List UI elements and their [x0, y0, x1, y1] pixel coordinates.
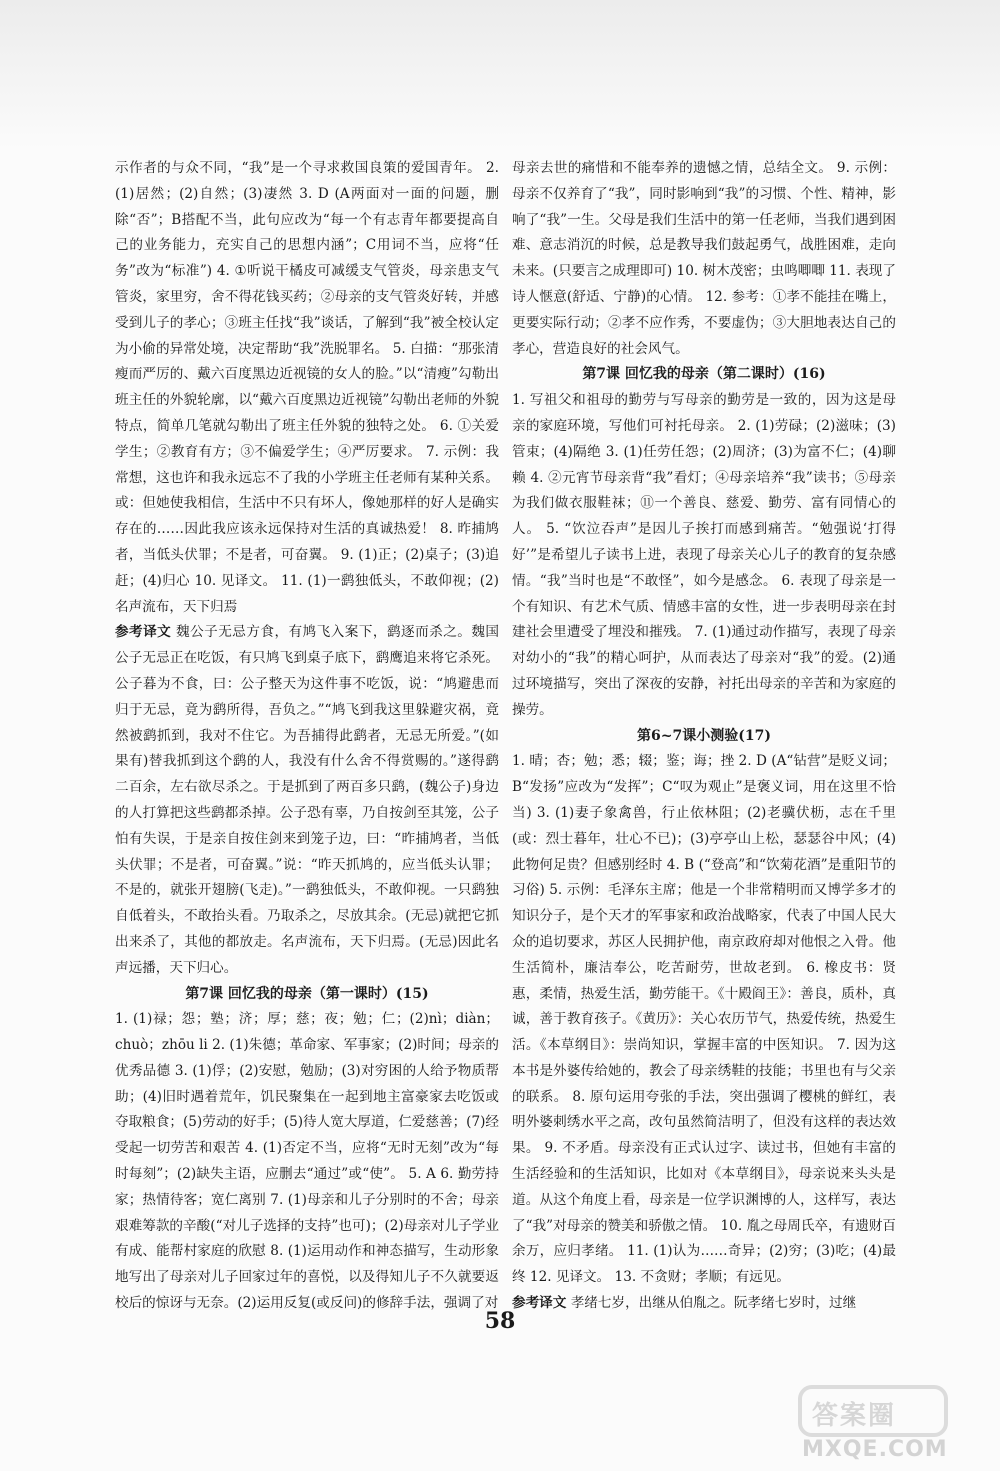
watermark	[798, 1385, 988, 1465]
left-column	[115, 156, 499, 1317]
answer-block: 1. 晴；杏；勉；悉；辍；鉴；诲；挫 2. D (A“钻营”是贬义词；B“发扬”应改为“发挥”；C“叹为观止”是褒义词，用在这里不恰当) 3. (1)妻子象禽兽，行止依林阻；(2)老骥伏枥，志在千里(或：烈士暮年，壮心不已)；(3)亭亭山上松，瑟瑟谷中风；(4)此物何足贵？但感别经时 4. B (“登高”和“饮菊花酒”是重阳节的习俗) 5. 示例：毛泽东主席；他是一个非常精明而又博学多才的知识分子，是个天才的军事家和政治战略家，代表了中国人民大众的追切要求，苏区人民拥护他，南京政府却对他恨之入骨。他生活简朴，廉洁奉公，吃苦耐劳，世故老到。 6. 橡皮书：贤惠，柔情，热爱生活，勤劳能干。《十殿阎王》：善良，质朴，真诚，善于教育孩子。《黄历》：关心农历节气，热爱传统，热爱生活。《本草纲目》：崇尚知识，掌握丰富的中医知识。 7. 因为这本书是外婆传给她的，教会了母亲绣鞋的技能；书里也有与父亲的联系。 8. 原句运用夸张的手法，突出强调了樱桃的鲜红，表明外婆刺绣水平之高，改句虽然简洁明了，但没有这样的表达效果。 9. 不矛盾。母亲没有正式认过字、读过书，但她有丰富的生活经验和的生活知识，比如对《本草纲目》，母亲说来头头是道。从这个角度上看，母亲是一位学识渊博的人，这样写，表达了“我”对母亲的赞美和骄傲之情。 10. 胤之母周氏卒，有遗财百余万，应归孝绪。 11. (1)认为……奇异；(2)穷；(3)吃；(4)最终 12. 见译文。 13. 不贪财；孝顺；有远见。	[512, 753, 897, 1286]
watermark-url: MXQE.COM	[802, 1437, 948, 1462]
section-heading: 第6~7课小测验(17)	[637, 727, 771, 744]
answer-block: 母亲去世的痛惜和不能奉养的遗憾之情，总结全文。 9. 示例：母亲不仅养育了“我”，同时影响到“我”的习惯、个性、精神，影响了“我”一生。父母是我们生活中的第一任老师，当我们遇到困难、意志消沉的时候，总是教导我们鼓起勇气，战胜困难，走向未来。(只要言之成理即可) 10. 树木茂密；虫鸣唧唧 11. 表现了诗人惬意(舒适、宁静)的心情。 12. 参考：①孝不能挂在嘴上，更要实际行动；②孝不应作秀，不要虚伪；③大胆地表达自己的孝心，营造良好的社会风气。	[512, 160, 896, 357]
answer-block: 示作者的与众不同，“我”是一个寻求救国良策的爱国青年。 2. (1)居然；(2)自然；(3)凄然 3. D (A两面对一面的问题，删除“否”；B搭配不当，此句应改为“每一个有志青年都要提高自己的业务能力，充实自己的思想内涵”；C用词不当，应将“任务”改为“标准”) 4. ①听说干橘皮可减缓支气管炎，母亲患支气管炎，家里穷，舍不得花钱买药；②母亲的支气管炎好转，并感受到儿子的孝心；③班主任找“我”谈话，了解到“我”被全校认定为小偷的异常处境，决定帮助“我”洗脱罪名。 5. 白描：“那张清瘦而严厉的、戴六百度黑边近视镜的女人的脸。”以“清瘦”勾勒出班主任的外貌轮廓，以“戴六百度黑边近视镜”勾勒出老师的外貌特点，简单几笔就勾勒出了班主任外貌的独特之处。 6. ①关爱学生；②教育有方；③不偏爱学生；④严厉要求。 7. 示例：我常想，这也许和我永远忘不了我的小学班主任老师有某种关系。或：但她使我相信，生活中不只有坏人，像她那样的好人是确实存在的……因此我应该永远保持对生活的真诚热爱！ 8. 昨捕鸠者，当低头伏罪；不是者，可奋翼。 9. (1)正；(2)桌子；(3)追赶；(4)归心 10. 见译文。 11. (1)一鹞独低头，不敢仰视；(2)名声流布，天下归焉	[115, 160, 499, 615]
section-heading: 第7课 回忆我的母亲（第一课时）(15)	[185, 985, 429, 1002]
watermark-logo	[798, 1385, 948, 1437]
translation-text: 魏公子无忌方食，有鸠飞入案下，鹞逐而杀之。魏国公子无忌正在吃饭，有只鸠飞到桌子底下，鹞鹰追来将它杀死。公子暮为不食，曰：公子整天为这件事不吃饭，说：“鸠避患而归于无忌，竟为鹞所得，吾负之。”“鸠飞到我这里躲避灾祸，竟然被鹞抓到，我对不住它。为吾捕得此鹞者，无忌无所爱。”(如果有)替我抓到这个鹞的人，我没有什么舍不得赏赐的。”遂得鹞二百余，左右欲尽杀之。于是抓到了两百多只鹞，(魏公子)身边的人打算把这些鹞都杀掉。公子恐有辜，乃自按剑至其笼，公子怕有失误，于是亲自按住剑来到笼子边，曰：“昨捕鸠者，当低头伏罪；不是者，可奋翼。”说：“昨天抓鸠的，应当低头认罪；不是的，就张开翅膀(飞走)。”一鹞独低头，不敢仰视。一只鹞独自低着头，不敢抬头看。乃取杀之，尽放其余。(无忌)就把它抓出来杀了，其他的都放走。名声流布，天下归焉。(无忌)因此名声远播，天下归心。	[115, 624, 500, 976]
translation-block	[115, 620, 499, 981]
translation-text: 孝绪七岁，出继从伯胤之。阮孝绪七岁时，过继	[570, 1295, 857, 1312]
section-heading: 第7课 回忆我的母亲（第二课时）(16)	[582, 366, 826, 383]
reference-translation-label: 参考译文	[115, 624, 172, 641]
watermark-logo-text: 答案圈	[812, 1401, 897, 1431]
scan-shadow	[0, 0, 1000, 150]
answer-block: 1. (1)禄；怨；塾；济；厚；慈；夜；勉；仁；(2)nì；diàn；chuò；zhōu li 2. (1)朱德；革命家、军事家；(2)时间；母亲的优秀品德 3. (1)俘；(2)安慰，勉励；(3)对穷困的人给予物质帮助；(4)旧时遇着荒年，饥民聚集在一起到地主富豪家去吃饭或夺取粮食；(5)劳动的好手；(5)待人宽大厚道，仁爱慈善；(7)经受起一切劳苦和艰苦 4. (1)否定不当，应将“无时无刻”改为“每时每刻”；(2)缺失主语，应删去“通过”或“使”。 5. A 6. 勤劳持家；热情待客；宽仁离别 7. (1)母亲和儿子分别时的不舍；母亲艰难筹款的辛酸(“对儿子选择的支持”也可)；(2)母亲对儿子学业有成、能帮村家庭的欣慰 8. (1)运用动作和神态描写，生动形象地写出了母亲对儿子回家过年的喜悦，以及得知儿子不久就要返校后的惊讶与无奈。(2)运用反复(或反问)的修辞手法，强调了对	[115, 1011, 500, 1312]
page-number: 58	[484, 1308, 516, 1334]
answer-block: 1. 写祖父和祖母的勤劳与写母亲的勤劳是一致的，因为这是母亲的家庭环境，写他们可衬托母亲。 2. (1)劳碌；(2)滋味；(3)管束；(4)隔绝 3. (1)任劳任怨；(2)周济；(3)为富不仁；(4)聊赖 4. ②元宵节母亲背“我”看灯；④母亲培养“我”读书；⑤母亲为我们做衣服鞋袜；⑪一个善良、慈爱、勤劳、富有同情心的人。 5. “饮泣吞声”是因儿子挨打而感到痛苦。“勉强说‘打得好’”是希望儿子读书上进，表现了母亲关心儿子的教育的复杂感情。“我”当时也是“不敢怪”，如今是感念。 6. 表现了母亲是一个有知识、有艺术气质、情感丰富的女性，进一步表明母亲在封建社会里遭受了埋没和摧残。 7. (1)通过动作描写，表现了母亲对幼小的“我”的精心呵护，从而表达了母亲对“我”的爱。(2)通过环境描写，突出了深夜的安静，衬托出母亲的辛苦和为家庭的操劳。	[512, 392, 896, 718]
reference-translation-label: 参考译文	[512, 1295, 567, 1312]
right-column	[512, 156, 896, 1317]
